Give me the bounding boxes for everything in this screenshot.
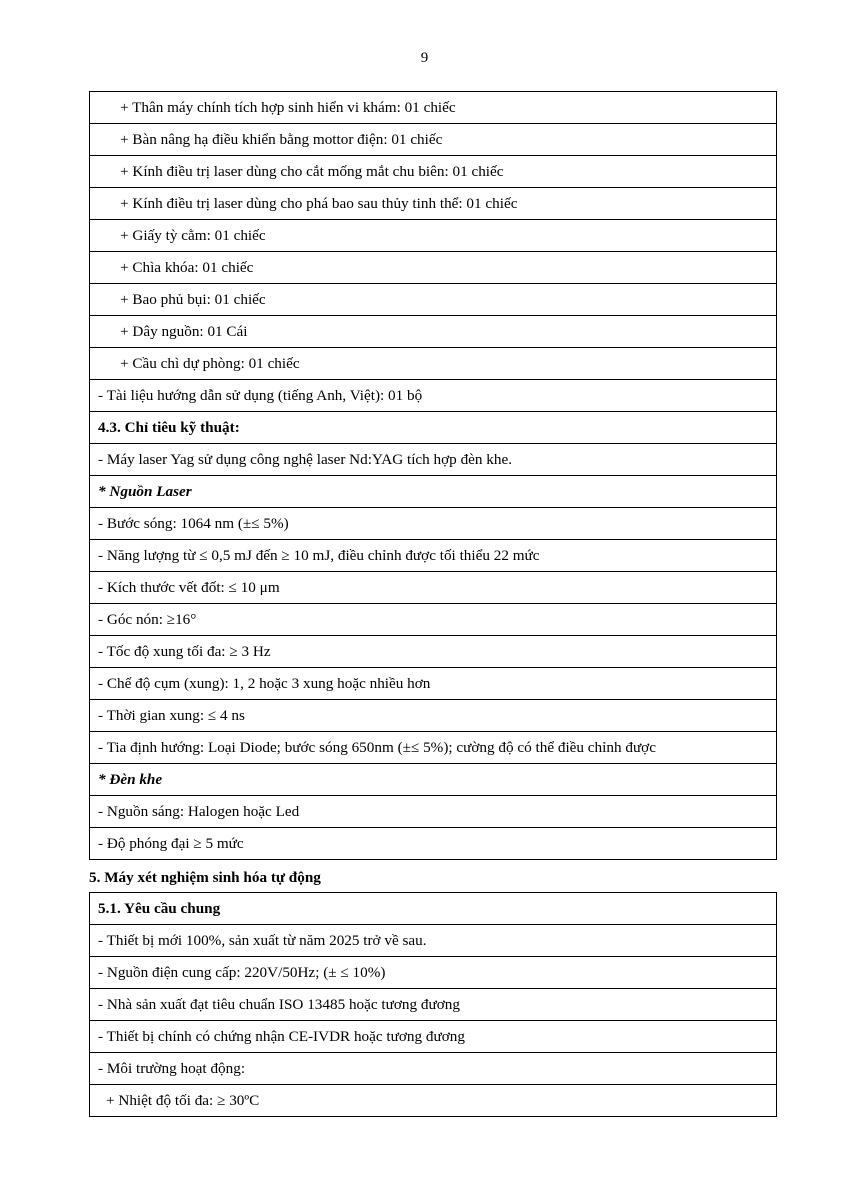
table-cell: + Kính điều trị laser dùng cho cắt mống mắt chu biên: 01 chiếc: [90, 156, 777, 188]
table-row: [90, 540, 777, 572]
table-row: [90, 1053, 777, 1085]
table-cell: + Nhiệt độ tối đa: ≥ 30ºC: [90, 1085, 777, 1117]
table-row: [90, 989, 777, 1021]
table-row: [90, 957, 777, 989]
table-row: [90, 348, 777, 380]
table-cell: + Chìa khóa: 01 chiếc: [90, 252, 777, 284]
subsection-heading-5-1: 5.1. Yêu cầu chung: [90, 893, 777, 925]
table-row: [90, 316, 777, 348]
table-cell: + Bàn nâng hạ điều khiển bằng mottor điện: 01 chiếc: [90, 124, 777, 156]
table-row: [90, 508, 777, 540]
table-cell: - Độ phóng đại ≥ 5 mức: [90, 828, 777, 860]
table-row: [90, 796, 777, 828]
table-cell: - Năng lượng từ ≤ 0,5 mJ đến ≥ 10 mJ, điều chỉnh được tối thiểu 22 mức: [90, 540, 777, 572]
table-cell: - Chế độ cụm (xung): 1, 2 hoặc 3 xung hoặc nhiều hơn: [90, 668, 777, 700]
table-row: [90, 284, 777, 316]
table-row: [90, 764, 777, 796]
page-number: 9: [420, 50, 429, 66]
table-row: [90, 476, 777, 508]
table-row: [90, 925, 777, 957]
table-row: [90, 220, 777, 252]
table-cell: - Máy laser Yag sử dụng công nghệ laser Nd:YAG tích hợp đèn khe.: [90, 444, 777, 476]
table-cell: + Bao phủ bụi: 01 chiếc: [90, 284, 777, 316]
table-cell: - Tốc độ xung tối đa: ≥ 3 Hz: [90, 636, 777, 668]
table-row: [90, 700, 777, 732]
group-heading-slit-lamp: * Đèn khe: [90, 764, 777, 796]
table-cell: - Bước sóng: 1064 nm (±≤ 5%): [90, 508, 777, 540]
specs-table-laser: [89, 91, 777, 860]
table-cell: - Thiết bị chính có chứng nhận CE-IVDR hoặc tương đương: [90, 1021, 777, 1053]
table-row: [90, 668, 777, 700]
table-cell: - Tia định hướng: Loại Diode; bước sóng 650nm (±≤ 5%); cường độ có thể điều chỉnh được: [90, 732, 777, 764]
table-cell: - Góc nón: ≥16°: [90, 604, 777, 636]
table-cell: - Nguồn sáng: Halogen hoặc Led: [90, 796, 777, 828]
section-heading-5: 5. Máy xét nghiệm sinh hóa tự động: [89, 869, 321, 886]
table-cell: - Môi trường hoạt động:: [90, 1053, 777, 1085]
table-cell: + Cầu chì dự phòng: 01 chiếc: [90, 348, 777, 380]
table-row: [90, 380, 777, 412]
table-row: [90, 828, 777, 860]
table-row: [90, 1021, 777, 1053]
table-row: [90, 124, 777, 156]
table-row: [90, 1085, 777, 1117]
table-row: [90, 444, 777, 476]
table-cell: - Nhà sản xuất đạt tiêu chuẩn ISO 13485 hoặc tương đương: [90, 989, 777, 1021]
table-cell: + Dây nguồn: 01 Cái: [90, 316, 777, 348]
table-row: [90, 604, 777, 636]
table-cell: + Thân máy chính tích hợp sinh hiển vi khám: 01 chiếc: [90, 92, 777, 124]
table-row: [90, 572, 777, 604]
table-cell: - Thiết bị mới 100%, sản xuất từ năm 2025 trở về sau.: [90, 925, 777, 957]
table-row: [90, 893, 777, 925]
table-row: [90, 412, 777, 444]
table-cell: - Tài liệu hướng dẫn sử dụng (tiếng Anh, Việt): 01 bộ: [90, 380, 777, 412]
table-cell: + Kính điều trị laser dùng cho phá bao sau thủy tinh thể: 01 chiếc: [90, 188, 777, 220]
table-row: [90, 156, 777, 188]
group-heading-laser-source: * Nguồn Laser: [90, 476, 777, 508]
table-row: [90, 92, 777, 124]
table-cell: - Kích thước vết đốt: ≤ 10 μm: [90, 572, 777, 604]
table-row: [90, 636, 777, 668]
table-row: [90, 252, 777, 284]
subsection-heading-4-3: 4.3. Chỉ tiêu kỹ thuật:: [90, 412, 777, 444]
table-row: [90, 188, 777, 220]
table-cell: + Giấy tỳ cằm: 01 chiếc: [90, 220, 777, 252]
table-cell: - Nguồn điện cung cấp: 220V/50Hz; (± ≤ 10%): [90, 957, 777, 989]
specs-table-biochemistry: [89, 892, 777, 1117]
table-cell: - Thời gian xung: ≤ 4 ns: [90, 700, 777, 732]
table-row: [90, 732, 777, 764]
